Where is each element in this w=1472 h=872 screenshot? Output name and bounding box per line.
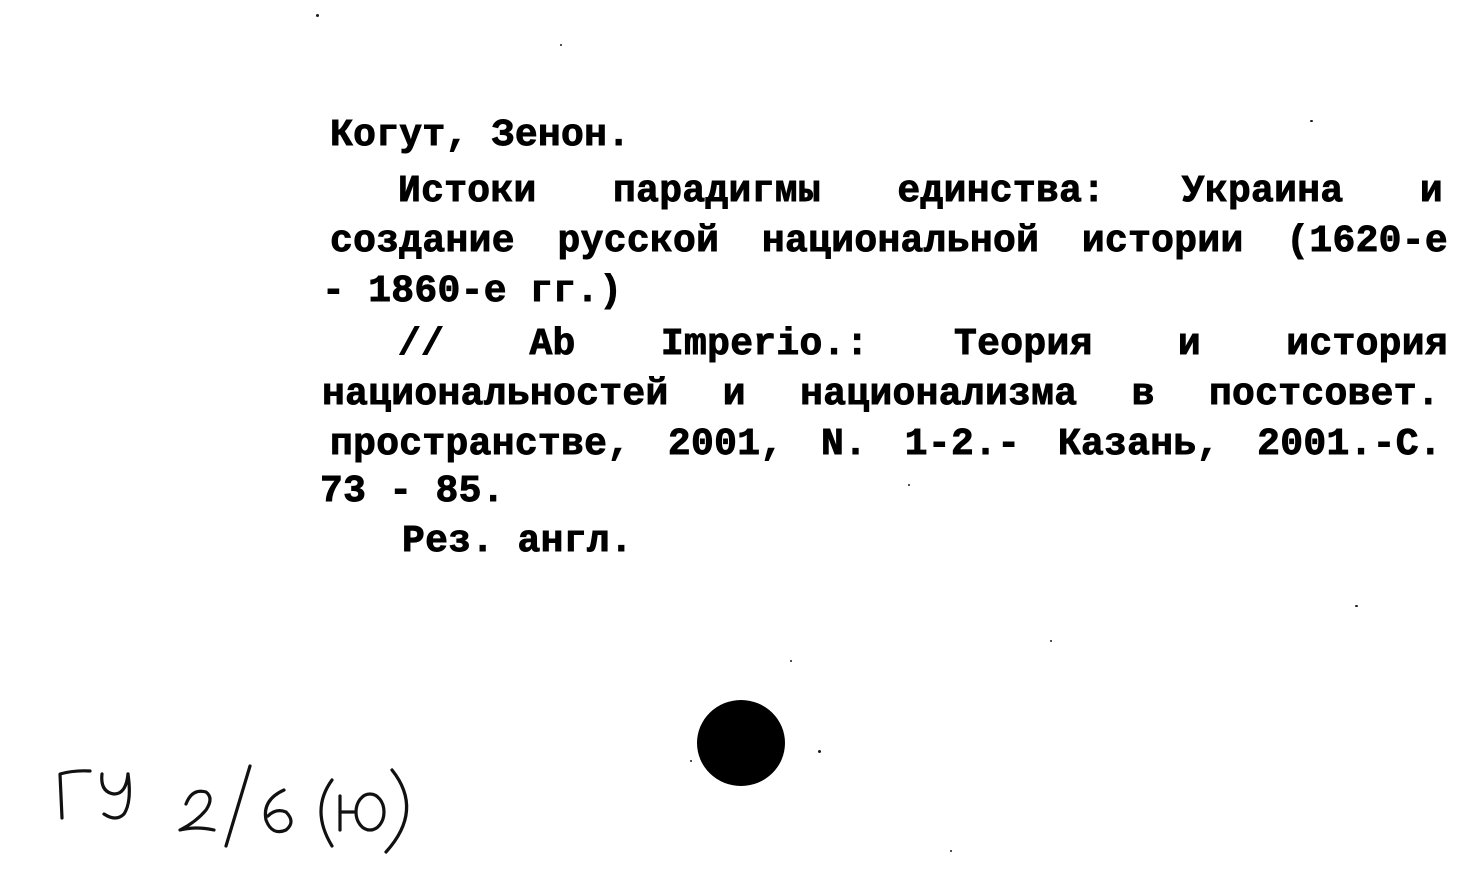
note-line: Рез. англ. xyxy=(402,520,634,563)
punch-hole xyxy=(697,700,785,786)
title-line-1: Истоки парадигмы единства: Украина и xyxy=(398,170,1443,213)
author-line: Когут, Зенон. xyxy=(330,114,631,157)
scan-speck xyxy=(1355,605,1358,607)
scan-speck xyxy=(818,750,821,753)
scan-speck xyxy=(1310,120,1313,122)
title-line-2: создание русской национальной истории (1620-е xyxy=(330,220,1448,263)
scan-speck xyxy=(1050,640,1052,642)
source-line-4: 73 - 85. xyxy=(320,470,505,513)
scan-speck xyxy=(790,660,792,662)
source-line-1: // Ab Imperio.: Теория и история xyxy=(398,323,1448,366)
scan-speck xyxy=(908,484,910,486)
handwritten-shelfmark xyxy=(40,750,460,860)
source-line-3: пространстве, 2001, N. 1-2.- Казань, 2001.-С. xyxy=(330,423,1442,466)
scan-speck xyxy=(690,760,692,762)
source-line-2: национальностей и национализма в постсовет. xyxy=(322,373,1440,416)
scan-speck xyxy=(560,44,562,46)
scan-speck xyxy=(316,14,319,17)
title-line-3: - 1860-е гг.) xyxy=(322,270,623,313)
scan-speck xyxy=(950,850,952,852)
